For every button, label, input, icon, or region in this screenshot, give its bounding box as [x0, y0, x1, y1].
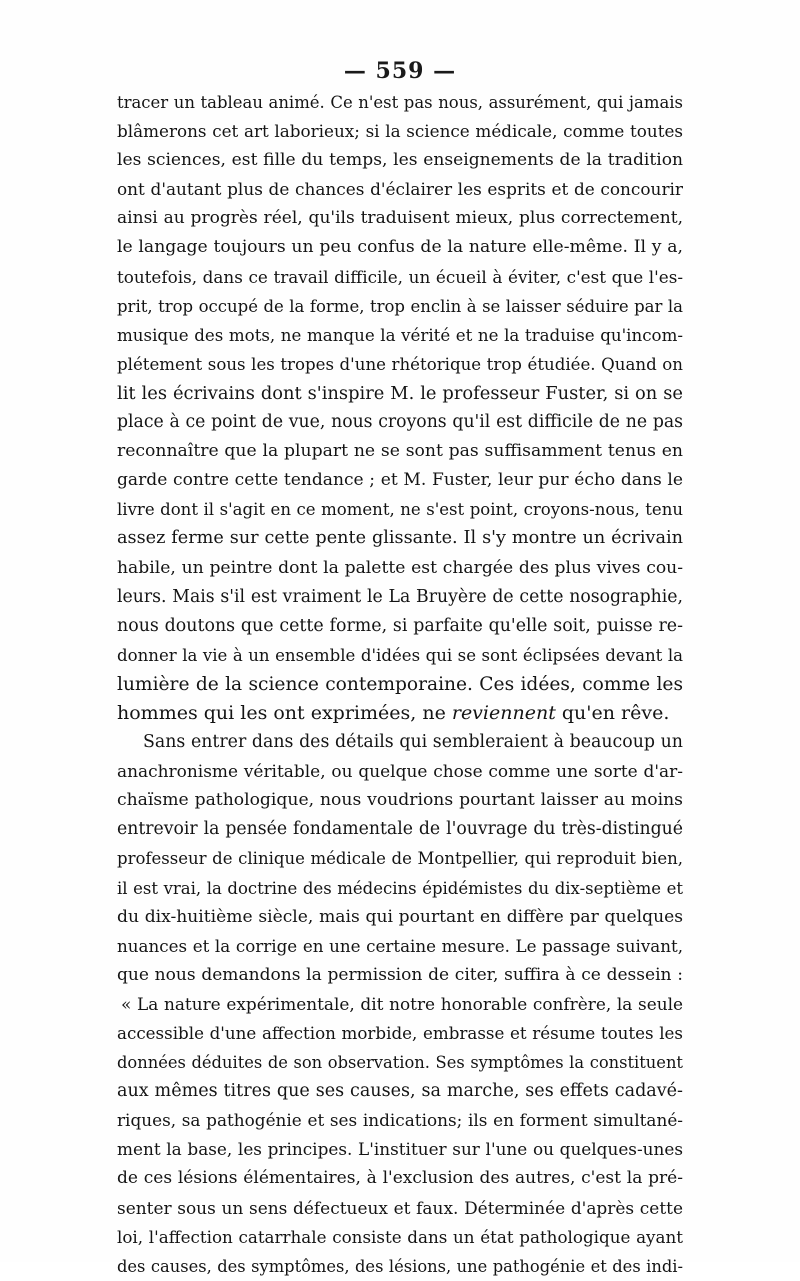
text-line: blâmerons cet art laborieux; si la science médicale, comme toutes	[117, 121, 683, 142]
italic-word: reviennent	[451, 701, 556, 724]
text-line: musique des mots, ne manque la vérité et ne la traduise qu'incom-	[117, 325, 683, 345]
text-line: ont d'autant plus de chances d'éclairer les esprits et de concourir	[117, 179, 683, 200]
text-line: leurs. Mais s'il est vraiment le La Bruyère de cette nosographie,	[117, 586, 683, 607]
text-line: de ces lésions élémentaires, à l'exclusion des autres, c'est la pré-	[117, 1168, 683, 1189]
text-line: anachronisme véritable, ou quelque chose comme une sorte d'ar-	[117, 761, 683, 782]
text-line: professeur de clinique médicale de Montpellier, qui reproduit bien,	[117, 849, 683, 869]
text-line: loi, l'affection catarrhale consiste dans un état pathologique ayant	[117, 1226, 683, 1247]
paragraph-start-line: Sans entrer dans des détails qui sembleraient à beaucoup un	[143, 732, 683, 753]
paragraph-end-line	[117, 699, 683, 728]
text-line: il est vrai, la doctrine des médecins épidémistes du dix-septième et	[117, 878, 683, 898]
text-line: le langage toujours un peu confus de la nature elle-même. Il y a,	[117, 237, 683, 258]
text-line: tracer un tableau animé. Ce n'est pas nous, assurément, qui jamais	[117, 93, 683, 112]
text-line: prit, trop occupé de la forme, trop enclin à se laisser séduire par la	[117, 296, 683, 316]
text-line: reconnaître que la plupart ne se sont pas suffisamment tenus en	[117, 441, 683, 462]
text-line: ainsi au progrès réel, qu'ils traduisent mieux, plus correctement,	[117, 208, 683, 229]
text-line: les sciences, est fille du temps, les enseignements de la tradition	[117, 150, 683, 171]
text-line: que nous demandons la permission de citer, suffira à ce dessein :	[117, 964, 683, 985]
text-line: garde contre cette tendance ; et M. Fuster, leur pur écho dans le	[117, 470, 683, 491]
text-line: lit les écrivains dont s'inspire M. le professeur Fuster, si on se	[117, 382, 683, 404]
page-number: — 559 —	[343, 58, 457, 84]
text-line: nous doutons que cette forme, si parfaite qu'elle soit, puisse re-	[117, 615, 683, 636]
text-fragment: qu'en rêve.	[555, 701, 670, 724]
text-line: donner la vie à un ensemble d'idées qui se sont éclipsées devant la	[117, 645, 683, 665]
text-line: données déduites de son observation. Ses symptômes la constituent	[117, 1053, 683, 1073]
text-line: des causes, des symptômes, des lésions, une pathogénie et des indi-	[117, 1256, 683, 1276]
text-line: habile, un peintre dont la palette est chargée des plus vives cou-	[117, 557, 683, 578]
body-text	[117, 88, 683, 1281]
text-line: chaïsme pathologique, nous voudrions pourtant laisser au moins	[117, 790, 683, 811]
text-line: senter sous un sens défectueux et faux. Déterminée d'après cette	[117, 1197, 683, 1218]
text-line: place à ce point de vue, nous croyons qu'il est difficile de ne pas	[117, 412, 683, 433]
text-line: livre dont il s'agit en ce moment, ne s'est point, croyons-nous, tenu	[117, 500, 683, 520]
text-line: toutefois, dans ce travail difficile, un écueil à éviter, c'est que l'es-	[117, 266, 683, 287]
text-line: accessible d'une affection morbide, embrasse et résume toutes les	[117, 1023, 683, 1043]
text-line: lumière de la science contemporaine. Ces idées, comme les	[117, 673, 683, 695]
text-line: ment la base, les principes. L'instituer sur l'une ou quelques-unes	[117, 1139, 683, 1160]
text-line: riques, sa pathogénie et ses indications; ils en forment simultané-	[117, 1110, 683, 1131]
text-line: assez ferme sur cette pente glissante. Il s'y montre un écrivain	[117, 528, 683, 549]
text-fragment: hommes qui les ont exprimées, ne	[117, 701, 452, 724]
quote-start-line: « La nature expérimentale, dit notre honorable confrère, la seule	[121, 993, 683, 1014]
text-line: plétement sous les tropes d'une rhétorique trop étudiée. Quand on	[117, 354, 683, 374]
text-line: aux mêmes titres que ses causes, sa marche, ses effets cadavé-	[117, 1081, 683, 1102]
text-line: du dix-huitième siècle, mais qui pourtant en diffère par quelques	[117, 906, 683, 927]
text-line: entrevoir la pensée fondamentale de l'ouvrage du très-distingué	[117, 819, 683, 840]
text-line: nuances et la corrige en une certaine mesure. Le passage suivant,	[117, 935, 683, 956]
